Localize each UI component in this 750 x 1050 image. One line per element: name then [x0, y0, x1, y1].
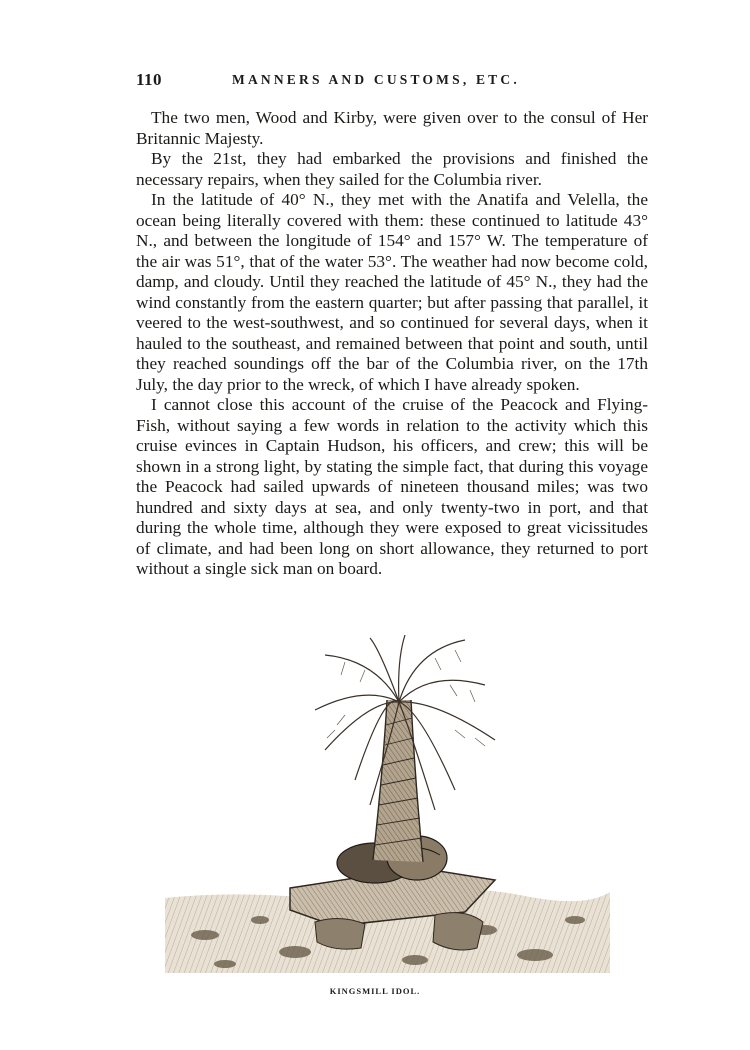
paragraph: In the latitude of 40° N., they met with the Anatifa and Velella, the ocean being literally covered with them: these continued to latitude 43° N., and between the longitude of 154° and 157° W. The temperature of the air was 51°, that of the water 53°. The weather had now become cold, damp, and cloudy. Until they reached the latitude of 45° N., they had the wind constantly from the eastern quarter; but after passing that parallel, it veered to the west-southwest, and so continued for several days, when it hauled to the southeast, and remained between that point and south, until they reached soundings off the bar of the Columbia river, on the 17th July, the day prior to the wreck, of which I have already spoken. [136, 190, 648, 394]
running-head: MANNERS AND CUSTOMS, ETC. [232, 72, 520, 87]
kingsmill-idol-illustration [165, 630, 610, 975]
body-text [136, 108, 648, 580]
page-header [136, 70, 576, 94]
paragraph: I cannot close this account of the cruise of the Peacock and Flying-Fish, without saying a few words in relation to the activity which this cruise evinces in Captain Hudson, his officers, and crew; this will be shown in a strong light, by stating the simple fact, that during this voyage the Peacock had sailed upwards of nineteen thousand miles; was two hundred and sixty days at sea, and only twenty-two in port, and that during the whole time, although they were exposed to great vicissitudes of climate, and had been long on short allowance, they returned to port without a single sick man on board. [136, 395, 648, 578]
paragraph: By the 21st, they had embarked the provisions and finished the necessary repairs, when they sailed for the Columbia river. [136, 149, 648, 189]
figure-caption: KINGSMILL IDOL. [329, 986, 421, 996]
page-number: 110 [136, 70, 163, 89]
paragraph: The two men, Wood and Kirby, were given over to the consul of Her Britannic Majesty. [136, 108, 648, 148]
